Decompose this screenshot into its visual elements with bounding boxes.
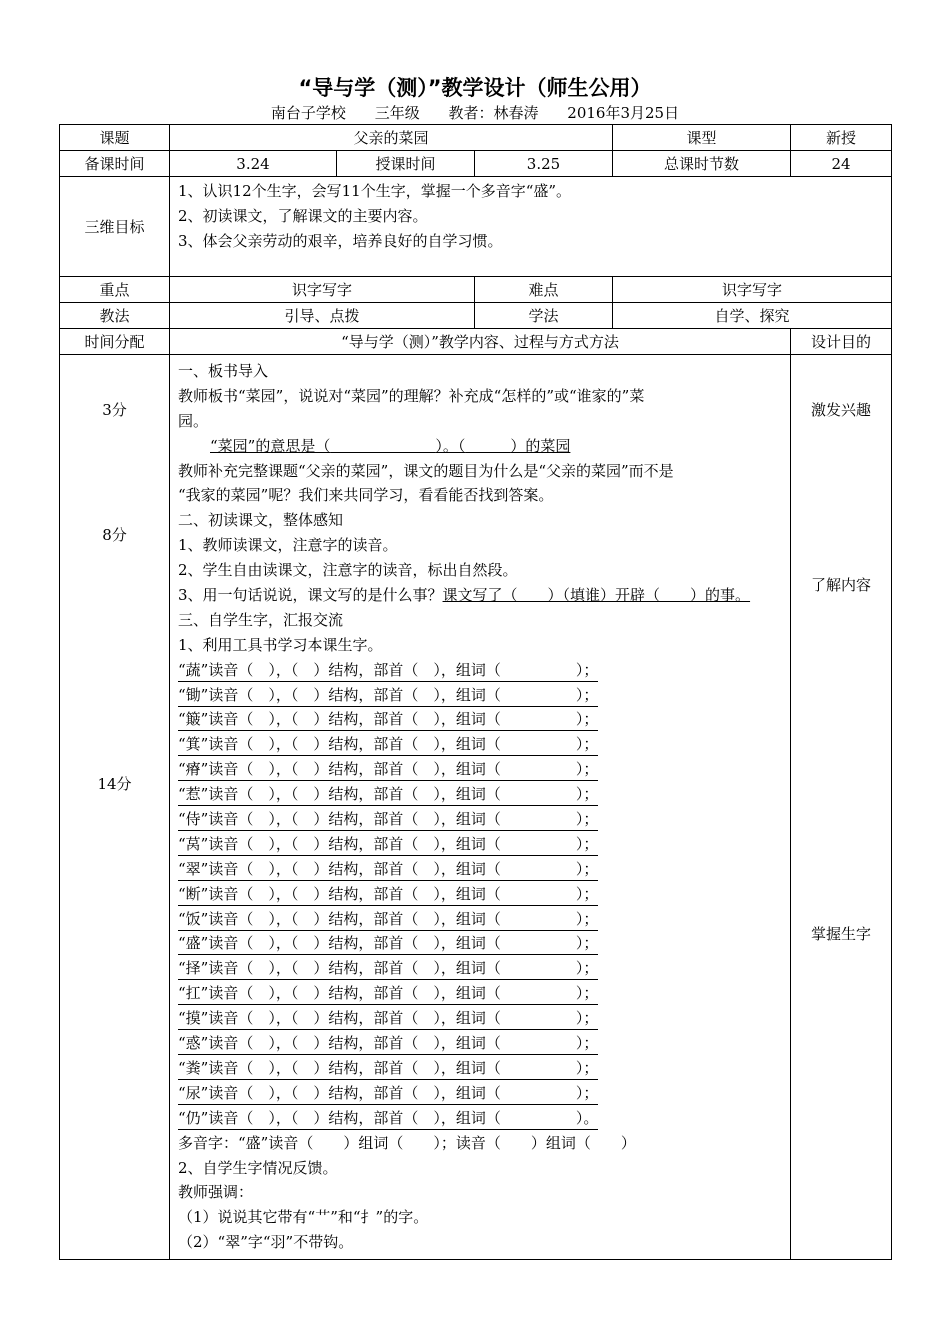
step: 1、利用工具书学习本课生字。 (178, 635, 383, 654)
char-row-text: “蔬”读音（ ），（ ）结构，部首（ ），组词（ ）； (178, 659, 598, 682)
char-row (178, 857, 782, 882)
page-subtitle (0, 102, 950, 123)
char-row (178, 882, 782, 907)
total-value: 24 (791, 151, 892, 177)
fill-text: “菜园”的意思是（ (210, 436, 331, 455)
difficulty-value: 识字写字 (613, 277, 892, 303)
char-row-text: “饭”读音（ ），（ ）结构，部首（ ），组词（ ）； (178, 908, 598, 931)
char-row (178, 931, 782, 956)
date: 2016年3月25日 (567, 104, 680, 122)
blank (465, 437, 510, 455)
char-row (178, 1031, 782, 1056)
char-row (178, 658, 782, 683)
char-row (178, 1006, 782, 1031)
char-row (178, 1056, 782, 1081)
char-row-text: “翠”读音（ ），（ ）结构，部首（ ），组词（ ）； (178, 858, 598, 881)
difficulty-label: 难点 (475, 277, 613, 303)
fill-blank-line (178, 434, 782, 459)
goals-list (170, 177, 892, 277)
char-row-text: “仍”读音（ ），（ ）结构，部首（ ），组词（ ）。 (178, 1107, 598, 1130)
method-value: 引导、点拨 (170, 303, 475, 329)
time-slot: 3分 (102, 401, 127, 419)
prep-time-value: 3.24 (170, 151, 337, 177)
teach-time-value: 3.25 (475, 151, 613, 177)
purpose-item: 掌握生字 (810, 925, 871, 943)
type-value: 新授 (791, 125, 892, 151)
fill-sentence: 课文写了（ ）（填谁）开辟（ ）的事。 (442, 586, 751, 605)
focus-value: 识字写字 (170, 277, 475, 303)
step: 1、教师读课文，注意字的读音。 (178, 536, 398, 555)
char-row-text: “摸”读音（ ），（ ）结构，部首（ ），组词（ ）； (178, 1007, 598, 1030)
step: 2、自学生字情况反馈。 (178, 1158, 338, 1177)
time-slot: 14分 (97, 775, 132, 793)
step-text: 3、用一句话说说，课文写的是什么事？ (178, 586, 443, 605)
section-title: 二、初读课文，整体感知 (178, 511, 344, 530)
topic-value: 父亲的菜园 (170, 125, 613, 151)
emphasis-title: 教师强调： (178, 1183, 254, 1202)
method-label: 教法 (60, 303, 170, 329)
page-title: “导与学（测）”教学设计（师生公用） (298, 76, 652, 100)
step (178, 583, 782, 608)
char-row-text: “莴”读音（ ），（ ）结构，部首（ ），组词（ ）； (178, 833, 598, 856)
topic-label: 课题 (60, 125, 170, 151)
paragraph: 教师板书“菜园”，说说对“菜园”的理解？补充成“怎样的”或“谁家的”菜 (178, 386, 645, 405)
lesson-plan-table (59, 124, 892, 1260)
char-row (178, 832, 782, 857)
emphasis-item: （1）说说其它带有“艹”和“扌”的字。 (178, 1208, 429, 1227)
char-row-text: “扛”读音（ ），（ ）结构，部首（ ），组词（ ）； (178, 982, 598, 1005)
type-label: 课型 (613, 125, 791, 151)
goal-item: 3、体会父亲劳动的艰辛，培养良好的自学习惯。 (178, 232, 503, 250)
content-column-header: “导与学（测）”教学内容、过程与方式方法 (170, 329, 791, 355)
goals-label: 三维目标 (60, 177, 170, 277)
paragraph: 园。 (178, 411, 209, 430)
total-label: 总课时节数 (613, 151, 791, 177)
char-row (178, 956, 782, 981)
fill-text: ）。（ (435, 436, 466, 455)
content-cell (170, 355, 791, 1260)
section-title: 三、自学生字，汇报交流 (178, 610, 344, 629)
char-row (178, 707, 782, 732)
time-slot: 8分 (102, 526, 127, 544)
goal-item: 2、初读课文，了解课文的主要内容。 (178, 207, 428, 225)
paragraph: “我家的菜园”呢？我们来共同学习，看看能否找到答案。 (178, 486, 554, 505)
purpose-item: 了解内容 (810, 576, 871, 594)
char-row-text: “侍”读音（ ），（ ）结构，部首（ ），组词（ ）； (178, 808, 598, 831)
emphasis-item: （2）“翠”字“羽”不带钩。 (178, 1233, 354, 1252)
polyphone-line: 多音字：“盛”读音（ ）组词（ ）；读音（ ）组词（ ） (178, 1133, 636, 1152)
learn-label: 学法 (475, 303, 613, 329)
time-column (60, 355, 170, 1260)
char-row (178, 981, 782, 1006)
prep-time-label: 备课时间 (60, 151, 170, 177)
blank (330, 437, 435, 455)
char-row (178, 807, 782, 832)
step: 2、学生自由读课文，注意字的读音，标出自然段。 (178, 561, 518, 580)
char-row-text: “惹”读音（ ），（ ）结构，部首（ ），组词（ ）； (178, 783, 598, 806)
char-row (178, 757, 782, 782)
goal-item: 1、认识12个生字，会写11个生字，掌握一个多音字“盛”。 (178, 182, 572, 200)
char-row (178, 907, 782, 932)
char-row-text: “尿”读音（ ），（ ）结构，部首（ ），组词（ ）； (178, 1082, 598, 1105)
char-row-text: “瘠”读音（ ），（ ）结构，部首（ ），组词（ ）； (178, 758, 598, 781)
purpose-column-header: 设计目的 (791, 329, 892, 355)
char-row (178, 782, 782, 807)
section-title: 一、板书导入 (178, 362, 269, 380)
char-row-text: “盛”读音（ ），（ ）结构，部首（ ），组词（ ）； (178, 932, 598, 955)
teach-time-label: 授课时间 (337, 151, 475, 177)
grade: 三年级 (374, 104, 420, 122)
char-row (178, 732, 782, 757)
char-row-text: “惑”读音（ ），（ ）结构，部首（ ），组词（ ）； (178, 1032, 598, 1055)
fill-text: ）的菜园 (510, 436, 571, 455)
char-row-text: “粪”读音（ ），（ ）结构，部首（ ），组词（ ）； (178, 1057, 598, 1080)
char-rows (178, 658, 782, 1131)
school-name: 南台子学校 (270, 104, 346, 122)
paragraph: 教师补充完整课题“父亲的菜园”，课文的题目为什么是“父亲的菜园”而不是 (178, 461, 674, 480)
time-column-header: 时间分配 (60, 329, 170, 355)
char-row-text: “断”读音（ ），（ ）结构，部首（ ），组词（ ）； (178, 883, 598, 906)
char-row-text: “择”读音（ ），（ ）结构，部首（ ），组词（ ）； (178, 957, 598, 980)
char-row-text: “箕”读音（ ），（ ）结构，部首（ ），组词（ ）； (178, 733, 598, 756)
purpose-item: 激发兴趣 (810, 401, 871, 419)
learn-value: 自学、探究 (613, 303, 892, 329)
char-row (178, 1081, 782, 1106)
purpose-column (791, 355, 892, 1260)
char-row-text: “锄”读音（ ），（ ）结构，部首（ ），组词（ ）； (178, 684, 598, 707)
teacher: 教者：林春涛 (448, 104, 539, 122)
char-row (178, 683, 782, 708)
focus-label: 重点 (60, 277, 170, 303)
char-row (178, 1106, 782, 1131)
char-row-text: “簸”读音（ ），（ ）结构，部首（ ），组词（ ）； (178, 708, 598, 731)
